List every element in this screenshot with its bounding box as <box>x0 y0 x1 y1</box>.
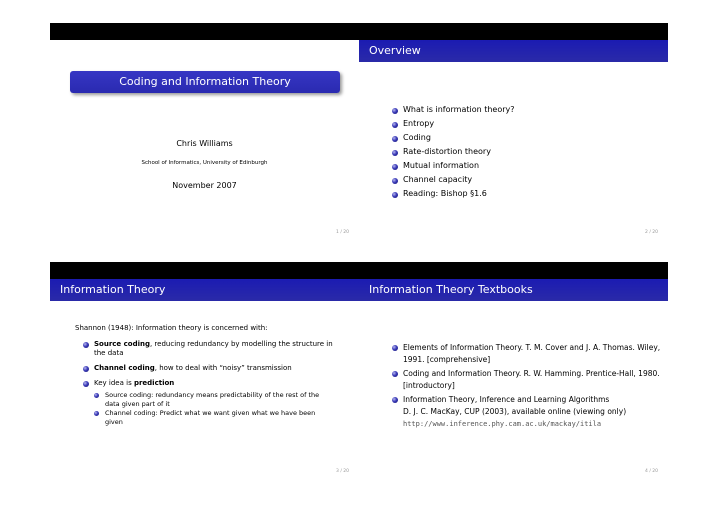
topic-list <box>83 340 341 426</box>
bullet-icon <box>94 411 99 416</box>
bullet-icon <box>392 136 398 142</box>
intro-text: Shannon (1948): Information theory is concerned with: <box>75 324 268 332</box>
bullet-icon <box>83 366 89 372</box>
frame-title: Information Theory Textbooks <box>369 283 533 296</box>
slide-information-theory <box>50 262 359 480</box>
list-item: Channel capacity <box>392 173 515 187</box>
date: November 2007 <box>172 181 237 190</box>
list-item: Coding <box>392 131 515 145</box>
page-number: 2 / 20 <box>645 230 658 235</box>
header-bar <box>50 23 359 40</box>
bullet-icon <box>392 164 398 170</box>
bullet-icon <box>392 192 398 198</box>
list-item: Key idea is prediction Source coding: redundancy means predictability of the rest of the data given part of it Channel coding: Predict what we want given what we have been given <box>83 379 341 423</box>
book-url[interactable]: http://www.inference.phy.cam.ac.uk/mackay/itila <box>403 420 602 428</box>
page-number: 3 / 20 <box>336 469 349 474</box>
list-item: Source coding, reducing redundancy by modelling the structure in the data <box>83 340 341 358</box>
bullet-icon <box>94 393 99 398</box>
frame-title: Overview <box>369 44 421 57</box>
list-item: Reading: Bishop §1.6 <box>392 187 515 201</box>
author: Chris Williams <box>176 139 233 148</box>
sub-list <box>94 391 330 426</box>
affiliation: School of Informatics, University of Edinburgh <box>141 160 268 166</box>
frame-title: Information Theory <box>60 283 166 296</box>
overview-list <box>392 103 515 201</box>
slide-overview <box>359 23 668 241</box>
list-item: What is information theory? <box>392 103 515 117</box>
header-bar <box>359 23 668 40</box>
bullet-icon <box>392 345 398 351</box>
presentation-title: Coding and Information Theory <box>70 71 340 93</box>
list-item: Channel coding, how to deal with “noisy” transmission <box>83 364 341 373</box>
slide-textbooks <box>359 262 668 480</box>
list-item: Channel coding: Predict what we want given what we have been given <box>94 409 330 426</box>
list-item: Rate-distortion theory <box>392 145 515 159</box>
header-bar <box>50 262 359 279</box>
bullet-icon <box>392 371 398 377</box>
page-number: 4 / 20 <box>645 469 658 474</box>
list-item: Entropy <box>392 117 515 131</box>
slide-title <box>50 23 359 241</box>
list-item: Mutual information <box>392 159 515 173</box>
list-item: Information Theory, Inference and Learning Algorithms D. J. C. MacKay, CUP (2003), available online (viewing only) http://www.inference.phy.cam.ac.uk/mackay/itila <box>392 394 664 430</box>
bullet-icon <box>83 381 89 387</box>
textbook-list <box>392 342 664 430</box>
bullet-icon <box>392 122 398 128</box>
bullet-icon <box>392 397 398 403</box>
list-item: Coding and Information Theory. R. W. Hamming. Prentice-Hall, 1980. [introductory] <box>392 368 664 392</box>
list-item: Source coding: redundancy means predictability of the rest of the data given part of it <box>94 391 330 408</box>
list-item: Elements of Information Theory. T. M. Cover and J. A. Thomas. Wiley, 1991. [comprehensive] <box>392 342 664 366</box>
page-number: 1 / 20 <box>336 230 349 235</box>
bullet-icon <box>83 342 89 348</box>
header-bar <box>359 262 668 279</box>
bullet-icon <box>392 178 398 184</box>
bullet-icon <box>392 150 398 156</box>
bullet-icon <box>392 108 398 114</box>
